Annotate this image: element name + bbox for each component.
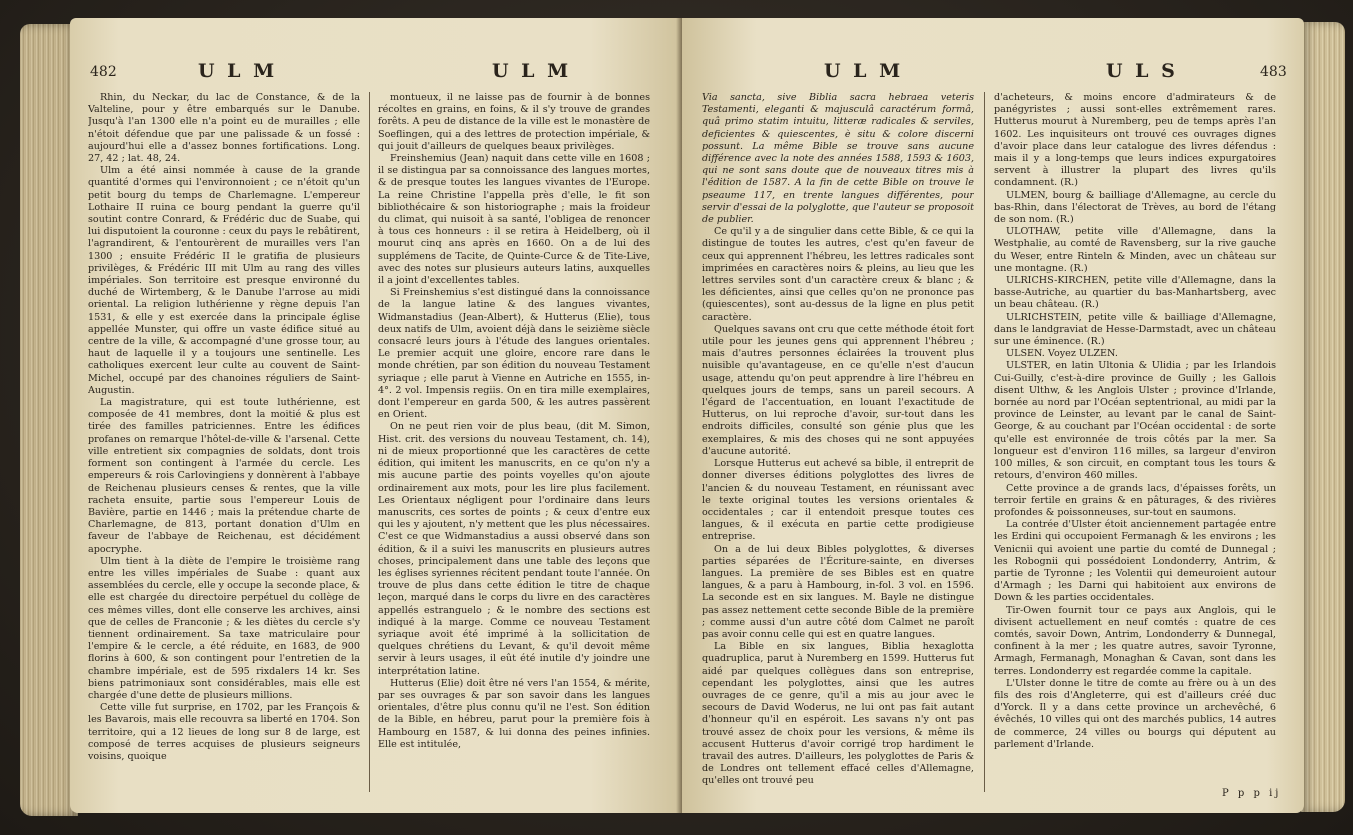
paragraph: Via sancta, sive Biblia sacra hebraea veteris Testamenti, eleganti & majusculâ caractérum formâ, quâ primo statim intuitu, litteræ radicales & serviles, deficientes & quiescentes, è situ & colore discerni possunt. La même Bible se trouve sans aucune différence avec la note des années 1588, 1593 & 1603, qui ne sont sans doute que de nouveaux titres mis à l'édition de 1587. A la fin de cette Bible on trouve le pseaume 117, en trente langues différentes, pour servir d'essai de la polyglotte, que l'auteur se proposoit de publier. — [702, 92, 974, 226]
paragraph: Cette ville fut surprise, en 1702, par les François & les Bavarois, mais elle recouvra sa liberté en 1704. Son territoire, qui a 12 lieues de long sur 8 de large, est composé de terres acquises de plusieurs seigneurs voisins, quoique — [88, 702, 360, 762]
left-page-header — [70, 60, 682, 84]
text-column-1 — [702, 92, 974, 802]
paragraph: Ulm tient à la diète de l'empire le troisième rang entre les villes impériales de Suabe : quant aux assemblées du cercle, elle y occupe la seconde place, & elle est chargée du directoire perpétuel du collège de ces mêmes villes, dont elle conserve les archives, ainsi que de celles de Franconie ; & les diètes du cercle s'y tiennent ordinairement. Sa taxe matriculaire pour l'empire & le cercle, a été réduite, en 1683, de 900 florins à 600, & son contingent pour l'entretien de la chambre impériale, est de 595 rixdalers 14 kr. Ses biens patrimoniaux sont considérables, mais elle est chargée d'une dette de plusieurs millions. — [88, 555, 360, 701]
left-page — [70, 18, 682, 813]
paragraph: Quelques savans ont cru que cette méthode étoit fort utile pour les jeunes gens qui apprennent l'hébreu ; mais d'autres personnes éclairées la trouvent plus nuisible qu'avantageuse, en ce qu'elle n'est d'aucun usage, attendu qu'on peut apprendre à lire l'hébreu en quelques jours de temps, sans un pareil secours. A l'égard de l'accentuation, en louant l'exactitude de Hutterus, on lui reproche d'avoir, sur-tout dans les endroits difficiles, consulté son génie plus que les exemplaires, & mis des choses qui ne sont appuyées d'aucune autorité. — [702, 323, 974, 457]
page-number: 483 — [1260, 64, 1287, 80]
running-head: U L S — [1106, 60, 1178, 82]
paragraph: Tir-Owen fournit tour ce pays aux Anglois, qui le divisent actuellement en neuf comtés : quatre de ces comtés, savoir Down, Antrim, Londonderry & Dunnegal, confinent à la mer ; les quatre autres, savoir Tyronne, Armagh, Fermanagh, Monaghan & Cavan, sont dans les terres. Londonderry est regardée comme la capitale. — [994, 604, 1276, 677]
page-number: 482 — [90, 64, 117, 80]
text-column-2 — [994, 92, 1276, 802]
paragraph: montueux, il ne laisse pas de fournir à de bonnes récoltes en grains, en foins, & il s'y trouve de grandes forêts. A peu de distance de la ville est le monastère de Soeflingen, qui a des lettres de protection impériale, & qui jouit d'ailleurs de quelques beaux privilèges. — [378, 92, 650, 152]
entry-ulster: ULSTER, en latin Ultonia & Ulidia ; par les Irlandois Cui-Guilly, c'est-à-dire province de Guilly ; les Gallois disent Ulthw, & les Anglois Ulster ; province d'Irlande, bornée au nord par l'Océan septentrional, au midi par la province de Leinster, au levant par le canal de Saint-George, & au couchant par l'Océan occidental : de sorte qu'elle est environnée de trois côtés par la mer. Sa longueur est d'environ 116 milles, sa largeur d'environ 100 milles, & son circuit, en comptant tous les tours & retours, d'environ 460 milles. — [994, 360, 1276, 482]
entry-ulrichs-kirchen: ULRICHS-KIRCHEN, petite ville d'Allemagne, dans la basse-Autriche, au quartier du bas-Manhartsberg, avec un beau château. (R.) — [994, 275, 1276, 311]
column-rule — [369, 92, 370, 792]
right-page — [682, 18, 1304, 813]
paragraph: La Bible en six langues, Biblia hexaglotta quadruplica, parut à Nuremberg en 1599. Hutterus fut aidé par quelques collègues dans son entreprise, cependant les polyglottes, ainsi que les autres ouvrages de ce genre, qu'il a mis au jour avec le secours de David Woderus, ne lui ont pas fait autant d'honneur qu'il en espéroit. Les savans n'y ont pas trouvé assez de choix pour les versions, & même ils accusent Hutterus d'avoir corrigé trop hardiment le travail des autres. D'ailleurs, les polyglottes de Paris & de Londres ont tellement effacé celles d'Allemagne, qu'elles ont trouvé peu — [702, 641, 974, 787]
paragraph: Ce qu'il y a de singulier dans cette Bible, & ce qui la distingue de toutes les autres, c'est qu'en faveur de ceux qui apprennent l'hébreu, les lettres radicales sont imprimées en caractères noirs & pleins, au lieu que les lettres serviles sont d'un caractère creux & blanc ; & les déficientes, ainsi que celles qu'on ne prononce pas (quiescentes), sont au-dessus de la ligne en plus petit caractère. — [702, 226, 974, 323]
paragraph: L'Ulster donne le titre de comte au frère ou à un des fils des rois d'Angleterre, qui est d'ailleurs créé duc d'Yorck. Il y a dans cette province un archevêché, 6 évêchés, 10 villes qui ont des marchés publics, 14 autres de commerce, 24 villes ou bourgs qui députent au parlement d'Irlande. — [994, 677, 1276, 750]
paragraph: Cette province a de grands lacs, d'épaisses forêts, un terroir fertile en grains & en pâturages, & des rivières profondes & poissonneuses, sur-tout en saumons. — [994, 482, 1276, 518]
paragraph: Freinshemius (Jean) naquit dans cette ville en 1608 ; il se distingua par sa connoissance des langues mortes, & de presque toutes les langues vivantes de l'Europe. La reine Christine l'appella près d'elle, le fit son bibliothécaire & son historiographe ; mais la froideur du climat, qui nuisoit à sa santé, l'obligea de renoncer à tous ces honneurs : il se retira à Heidelberg, où il mourut cinq ans après en 1660. On a de lui des supplémens de Tacite, de Quinte-Curce & de Tite-Live, avec des notes sur plusieurs auteurs latins, auxquelles il a joint d'excellentes tables. — [378, 153, 650, 287]
entry-ulmen: ULMEN, bourg & bailliage d'Allemagne, au cercle du bas-Rhin, dans l'électorat de Trèves, au bord de l'étang de son nom. (R.) — [994, 189, 1276, 226]
paragraph: On ne peut rien voir de plus beau, (dit M. Simon, Hist. crit. des versions du nouveau Testament, ch. 14), ni de mieux proportionné que les caractères de cette édition, qui imitent les manuscrits, en ce qu'on n'y a mis aucune partie des points voyelles qu'on ajoute ordinairement aux mots, pour les lire plus facilement. Les Orientaux négligent pour l'ordinaire dans leurs manuscrits, ces sortes de points ; & ceux d'entre eux qui les y ajoutent, n'y mettent que les plus nécessaires. C'est ce que Widmanstadius a aussi observé dans son édition, & il a suivi les manuscrits en plusieurs autres choses, principalement dans une table des leçons que les églises syriennes récitent pendant toute l'année. On trouve de plus dans cette édition le titre de chaque leçon, marqué dans le corps du livre en des caractères appellés estranguelo ; & le nombre des sections est indiqué à la marge. Comme ce nouveau Testament syriaque avoit été imprimé à la sollicitation de quelques chrétiens du Levant, & qu'il devoit même servir à leurs usages, il eût été inutile d'y joindre une interprétation latine. — [378, 421, 650, 677]
entry-ulrichstein: ULRICHSTEIN, petite ville & bailliage d'Allemagne, dans le landgraviat de Hesse-Darmstadt, avec un château sur une éminence. (R.) — [994, 311, 1276, 348]
column-rule — [984, 92, 985, 792]
paragraph: On a de lui deux Bibles polyglottes, & diverses parties séparées de l'Écriture-sainte, en diverses langues. La première de ses Bibles est en quatre langues, & a paru à Hambourg, in-fol. 3 vol. en 1596. La seconde est en six langues. M. Bayle ne distingue pas assez nettement cette seconde Bible de la première ; comme aussi d'un autre côté dom Calmet ne paroît pas avoir connu celle qui est en quatre langues. — [702, 543, 974, 640]
entry-ulsen: ULSEN. Voyez ULZEN. — [1006, 348, 1118, 360]
entry-ulothaw: ULOTHAW, petite ville d'Allemagne, dans la Westphalie, au comté de Ravensberg, sur la rive gauche du Weser, entre Rinteln & Minden, avec un château sur une montagne. (R.) — [994, 226, 1276, 274]
paragraph: d'acheteurs, & moins encore d'admirateurs & de panégyristes ; aussi sont-elles extrêmement rares. Hutterus mourut à Nuremberg, peu de temps après l'an 1602. Les inquisiteurs ont trouvé ces ouvrages dignes d'avoir place dans leur catalogue des livres défendus : mais il y a long-temps que leurs indices expurgatoires servent à illustrer la plupart des livres qu'ils condamnent. (R.) — [994, 92, 1276, 189]
paragraph: Hutterus (Elie) doit être né vers l'an 1554, & mérite, par ses ouvrages & par son savoir dans les langues orientales, d'être plus connu qu'il ne l'est. Son édition de la Bible, en hébreu, parut pour la première fois à Hambourg en 1587, & lui donna des peines infinies. Elle est intitulée, — [378, 677, 650, 750]
running-head: U L M — [492, 60, 572, 82]
paragraph: Lorsque Hutterus eut achevé sa bible, il entreprit de donner diverses éditions polyglottes des livres de l'ancien & du nouveau Testament, en réunissant avec le texte original toutes les versions orientales & occidentales ; car il entendoit presque toutes ces langues, & il exécuta en partie cette prodigieuse entreprise. — [702, 458, 974, 543]
right-page-edges — [1301, 22, 1345, 812]
signature-mark: P p p ij — [1222, 788, 1282, 799]
running-head: U L M — [198, 60, 278, 82]
right-page-header — [682, 60, 1304, 84]
paragraph: La contrée d'Ulster étoit anciennement partagée entre les Erdini qui occupoient Fermanagh & les environs ; les Venicnii qui avoient une partie du comté de Dunnegal ; les Robognii qui possédoient Londonderry, Antrim, & partie de Tyronne ; les Volentii qui demeuroient autour d'Armagh ; les Darni qui habitoient aux environs de Down & les parties occidentales. — [994, 519, 1276, 604]
paragraph: Si Freinshemius s'est distingué dans la connoissance de la langue latine & des langues vivantes, Widmanstadius (Jean-Albert), & Hutterus (Elie), tous deux natifs de Ulm, avoient déjà dans le seizième siècle consacré leurs jours à l'étude des langues orientales. Le premier acquit une gloire, encore rare dans le monde chrétien, par son édition du nouveau Testament syriaque ; elle parut à Vienne en Autriche en 1555, in-4°. 2 vol. Impensis regiis. On en tira mille exemplaires, dont l'empereur en garda 500, & les autres passèrent en Orient. — [378, 287, 650, 421]
text-column-2 — [378, 92, 650, 802]
paragraph: Ulm a été ainsi nommée à cause de la grande quantité d'ormes qui l'environnoient ; ce n'étoit qu'un petit bourg du temps de Charlemagne. L'empereur Lothaire II ruina ce bourg pendant la guerre qu'il soutint contre Conrard, & Frédéric duc de Suabe, qui lui disputoient la couronne : ceux du pays le rebâtirent, l'agrandirent, & l'entourèrent de murailles vers l'an 1300 ; ensuite Frédéric II le gratifia de plusieurs privilèges, & Frédéric III mit Ulm au rang des villes impériales. Son territoire est presque environné du duché de Wirtemberg, & le Danube l'arrose au midi oriental. La religion luthérienne y règne depuis l'an 1531, & elle y est exercée dans la principale église appellée Munster, qui offre un vaste édifice situé au centre de la ville, & accompagné d'une grosse tour, au haut de laquelle il y a toujours une sentinelle. Les catholiques exercent leur culte au couvent de Saint-Michel, occupé par des chanoines réguliers de Saint-Augustin. — [88, 165, 360, 396]
running-head: U L M — [824, 60, 904, 82]
paragraph: Rhin, du Neckar, du lac de Constance, & de la Valteline, pour y être embarqués sur le Danube. Jusqu'à l'an 1300 elle n'a point eu de murailles ; elle n'étoit défendue que par une palissade & un fossé : aujourd'hui elle a d'assez bonnes fortifications. Long. 27, 42 ; lat. 48, 24. — [88, 92, 360, 165]
paragraph: La magistrature, qui est toute luthérienne, est composée de 41 membres, dont la moitié & plus est tirée des familles patriciennes. Entre les édifices profanes on remarque l'hôtel-de-ville & l'arsenal. Cette ville entretient six compagnies de soldats, dont trois forment son contingent à l'armée du cercle. Les empereurs & rois Carlovingiens y donnèrent à l'abbaye de Reichenau plusieurs censes & rentes, que la ville racheta ensuite, partie sous l'empereur Louis de Bavière, partie en 1446 ; mais la prétendue charte de Charlemagne, de 813, portant donation d'Ulm en faveur de l'abbaye de Reichenau, est décidément apocryphe. — [88, 397, 360, 555]
text-column-1 — [88, 92, 360, 802]
